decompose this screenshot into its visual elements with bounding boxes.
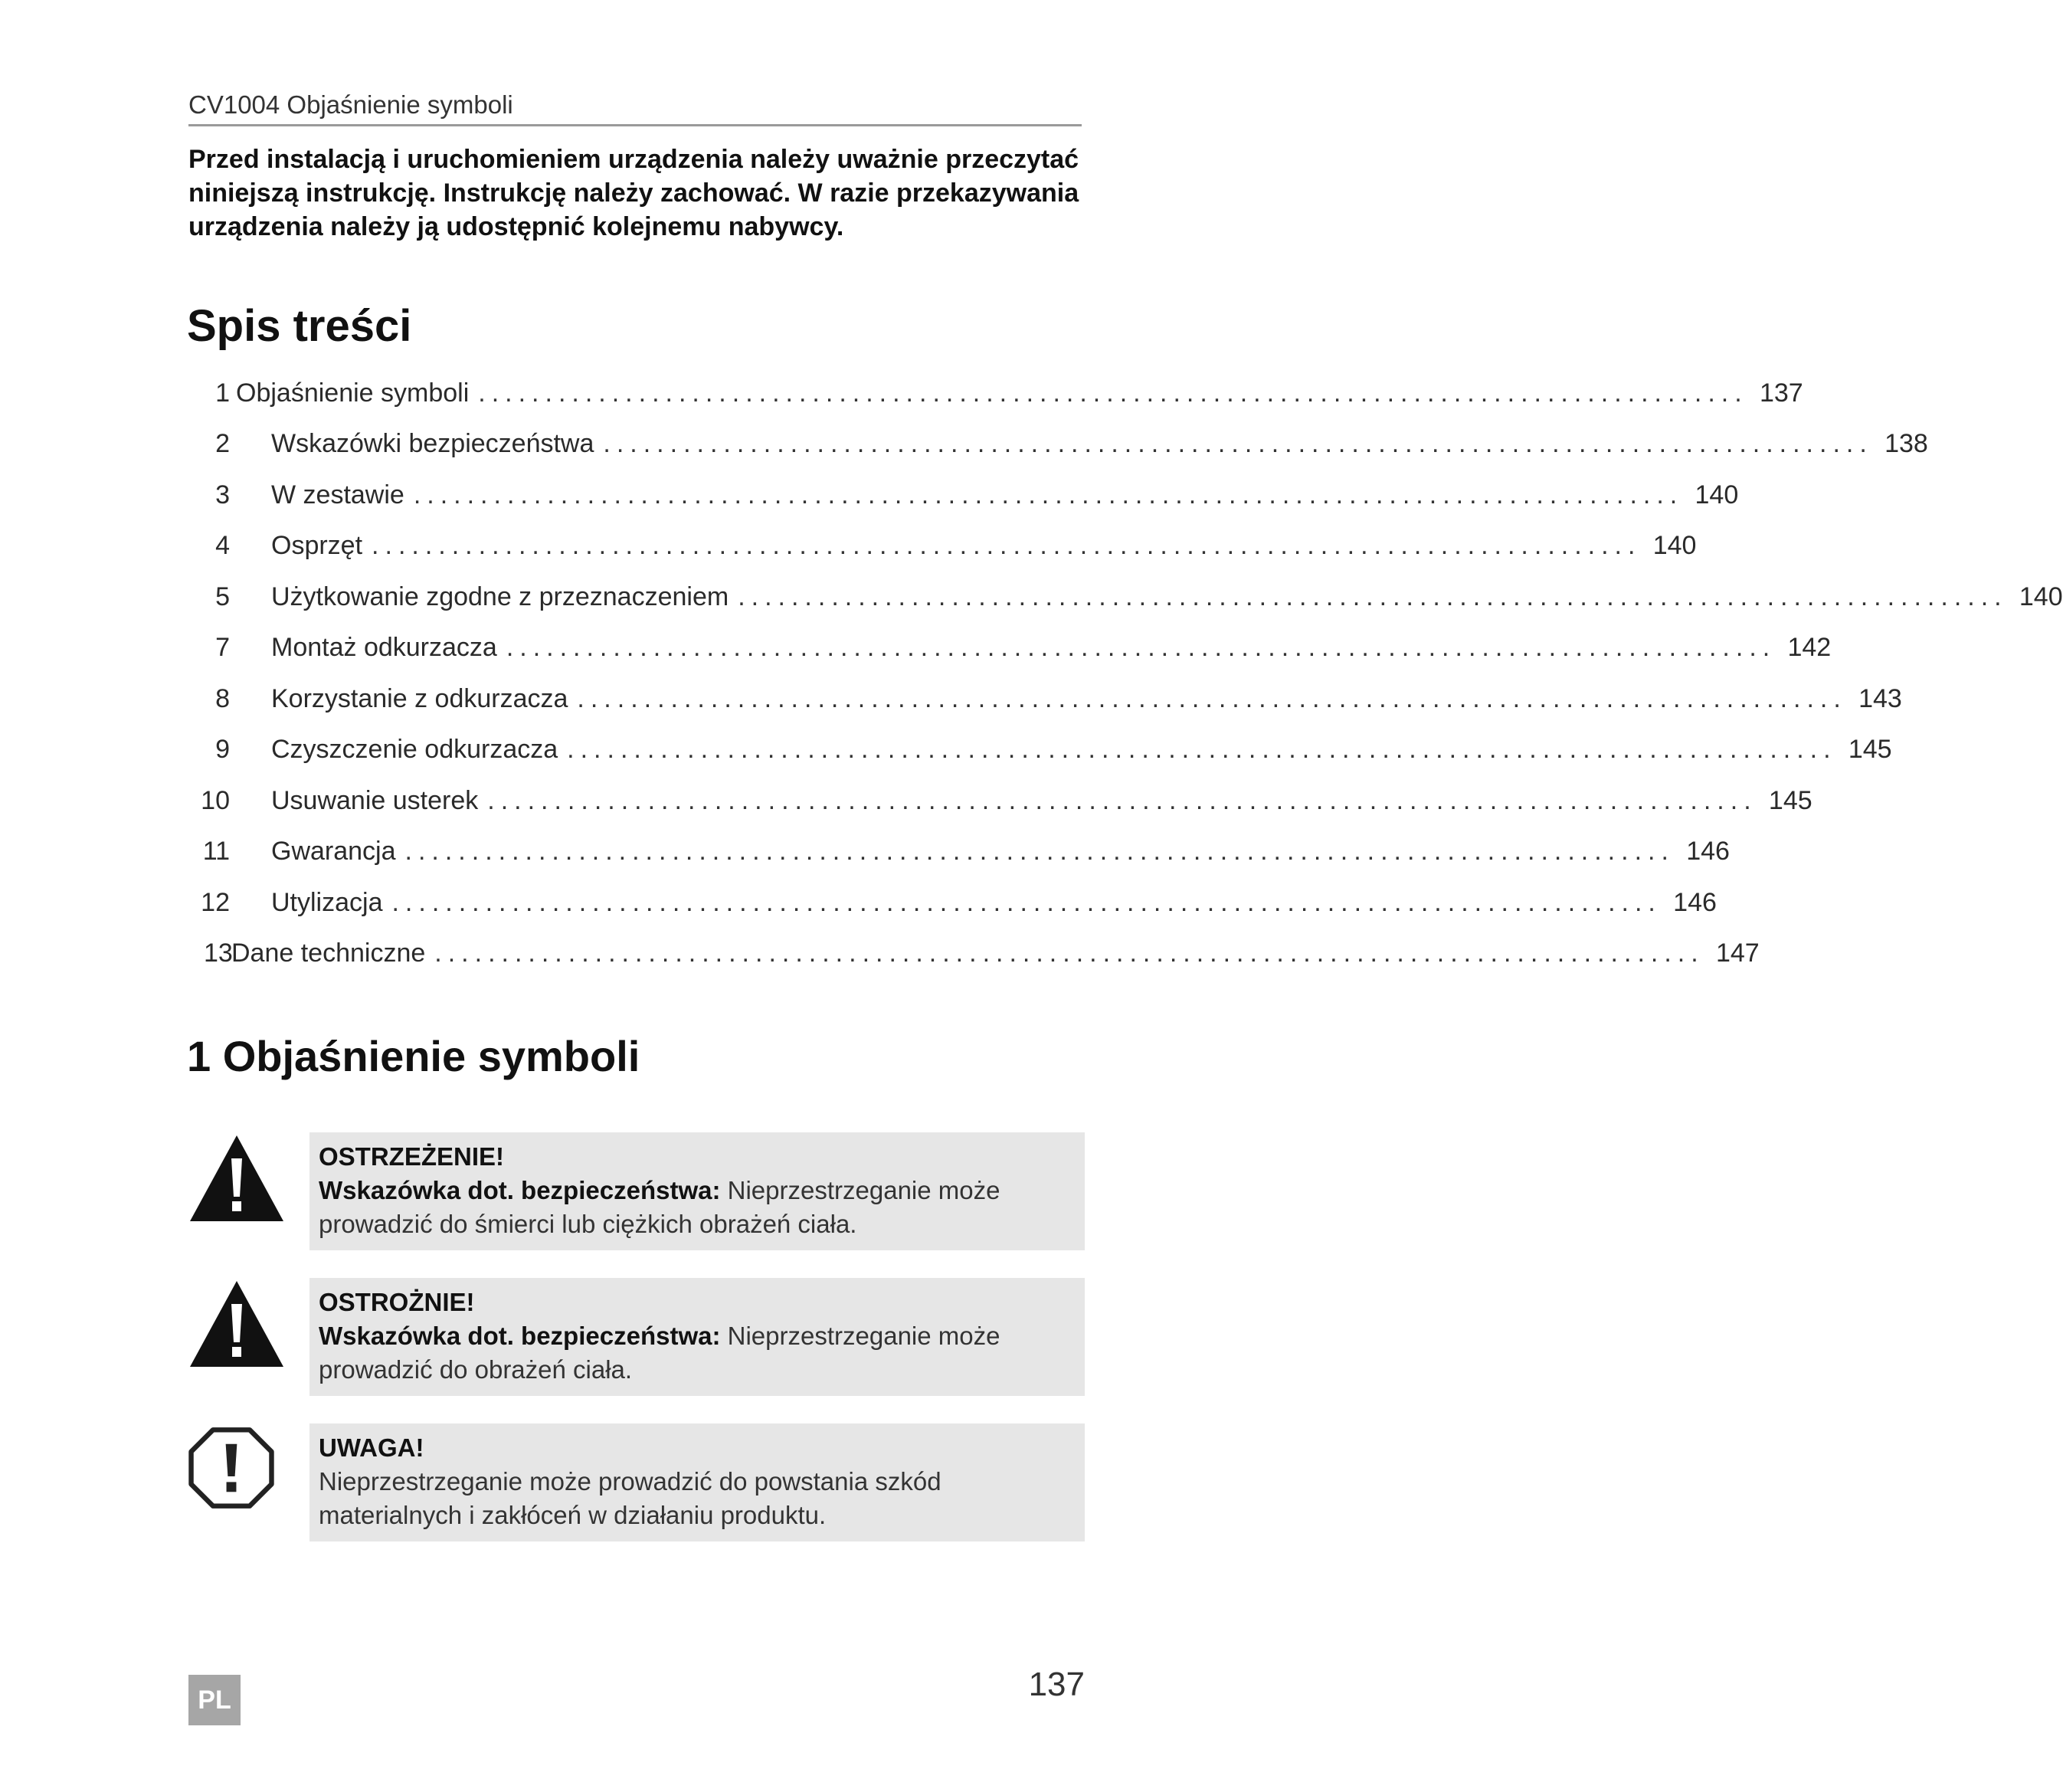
toc-entry-label: Dane techniczne [231, 939, 426, 968]
notice-text: Nieprzestrzeganie może prowadzić do powstania szkód materialnych i zakłóceń w działaniu produktu. [319, 1467, 941, 1529]
toc-entry-page: 140 [2019, 581, 2063, 611]
toc-entry-number: 9 [215, 735, 230, 765]
toc-leader-dots: ............................................................................................... [603, 429, 1873, 459]
notice-lead: Wskazówka dot. bezpieczeństwa: [319, 1322, 721, 1350]
notice-body: Nieprzestrzeganie może prowadzić do śmierci lub ciężkich obrażeń ciała. [319, 1176, 1000, 1238]
toc-entry-page: 138 [1885, 429, 1928, 459]
running-header: CV1004 Objaśnienie symboli [188, 90, 1082, 126]
toc-entry-number: 11 [202, 837, 230, 867]
toc-entry-label: Użytkowanie zgodne z przeznaczeniem [271, 581, 729, 611]
language-badge: PL [188, 1675, 241, 1725]
toc-entry-page: 147 [1715, 939, 1760, 968]
toc-entry-label: Gwarancja [271, 837, 396, 867]
toc-entry-label: Usuwanie usterek [271, 785, 479, 815]
toc-entry-page: 145 [1768, 785, 1812, 815]
notice-text [319, 1319, 1076, 1387]
toc-entry-label: Utylizacja [271, 887, 383, 917]
notice-signal-word: UWAGA! [319, 1433, 424, 1462]
toc-entry-page: 146 [1686, 837, 1730, 867]
toc-entry[interactable] [188, 623, 1832, 674]
toc-entry-label: Czyszczenie odkurzacza [271, 735, 558, 765]
toc-leader-dots: ............................................................................................... [487, 785, 1757, 815]
toc-entry[interactable] [188, 419, 1928, 470]
toc-leader-dots: ............................................................................................... [413, 480, 1684, 509]
toc-leader-dots: ............................................................................................... [434, 939, 1704, 968]
toc-entry-label: Montaż odkurzacza [271, 633, 497, 663]
toc-entry-number: 13 [204, 939, 233, 968]
toc-leader-dots: ............................................................................................... [506, 633, 1776, 663]
section-title: 1 Objaśnienie symboli [187, 1032, 640, 1080]
notice-lead: Wskazówka dot. bezpieczeństwa: [319, 1176, 721, 1204]
warning-triangle-icon [188, 1132, 285, 1224]
toc-entry-page: 145 [1848, 735, 1892, 765]
toc-entry-number: 10 [201, 785, 230, 815]
toc-entry-page: 137 [1759, 378, 1803, 408]
toc-entry[interactable] [188, 929, 1760, 980]
toc-leader-dots: ............................................................................................... [372, 531, 1642, 561]
toc-entry-number: 3 [215, 480, 230, 509]
toc-entry-label: Korzystanie z odkurzacza [271, 683, 568, 713]
toc-entry[interactable] [188, 877, 1717, 929]
toc-entry-page: 140 [1695, 480, 1739, 509]
toc-entry-number: 5 [215, 581, 230, 611]
toc-entry-label: Objaśnienie symboli [236, 378, 470, 408]
toc-entry[interactable] [188, 521, 1697, 572]
table-of-contents [188, 368, 2063, 979]
toc-entry-number: 4 [215, 531, 230, 561]
toc-entry-page: 146 [1673, 887, 1717, 917]
toc-leader-dots: ............................................................................................... [404, 837, 1675, 867]
toc-entry[interactable] [188, 470, 1739, 521]
toc-entry-number: 1 [215, 378, 230, 408]
toc-entry-number: 8 [215, 683, 230, 713]
toc-entry-number: 2 [215, 429, 230, 459]
toc-entry[interactable] [188, 725, 1892, 776]
toc-entry-page: 140 [1652, 531, 1697, 561]
toc-entry[interactable] [188, 368, 1803, 419]
notice-octagon-icon [187, 1423, 276, 1512]
toc-title: Spis treści [187, 301, 412, 351]
toc-leader-dots: ............................................................................................... [478, 378, 1748, 408]
toc-entry-page: 143 [1858, 683, 1902, 713]
toc-entry-label: W zestawie [271, 480, 404, 509]
intro-paragraph: Przed instalacją i uruchomieniem urządzenia należy uważnie przeczytać niniejszą instrukcję. Instrukcję należy zachować. W razie przekazywania urządzenia należy ją udostępnić kolejnemu nabywcy. [188, 145, 1079, 241]
notice-text [319, 1174, 1076, 1241]
page-number: 137 [1028, 1666, 1085, 1703]
toc-leader-dots: ............................................................................................... [567, 735, 1837, 765]
toc-entry-label: Osprzęt [271, 531, 363, 561]
toc-leader-dots: ............................................................................................... [391, 887, 1662, 917]
toc-entry[interactable] [188, 572, 2063, 623]
toc-entry[interactable] [188, 673, 1902, 725]
notice-box [309, 1423, 1085, 1541]
toc-entry-page: 142 [1787, 633, 1832, 663]
warning-triangle-icon [188, 1278, 285, 1370]
notice-box [309, 1278, 1085, 1396]
toc-entry[interactable] [188, 775, 1812, 827]
toc-entry-number: 12 [201, 887, 230, 917]
notice-signal-word: OSTRZEŻENIE! [319, 1142, 505, 1171]
toc-entry-number: 7 [215, 633, 230, 663]
notice-signal-word: OSTROŻNIE! [319, 1288, 475, 1316]
toc-leader-dots: ............................................................................................... [577, 683, 1847, 713]
notice-box [309, 1132, 1085, 1250]
toc-leader-dots: ............................................................................................... [738, 581, 2008, 611]
notice-body: Nieprzestrzeganie może prowadzić do obrażeń ciała. [319, 1322, 1000, 1384]
toc-entry[interactable] [188, 827, 1730, 878]
toc-entry-label: Wskazówki bezpieczeństwa [271, 429, 594, 459]
